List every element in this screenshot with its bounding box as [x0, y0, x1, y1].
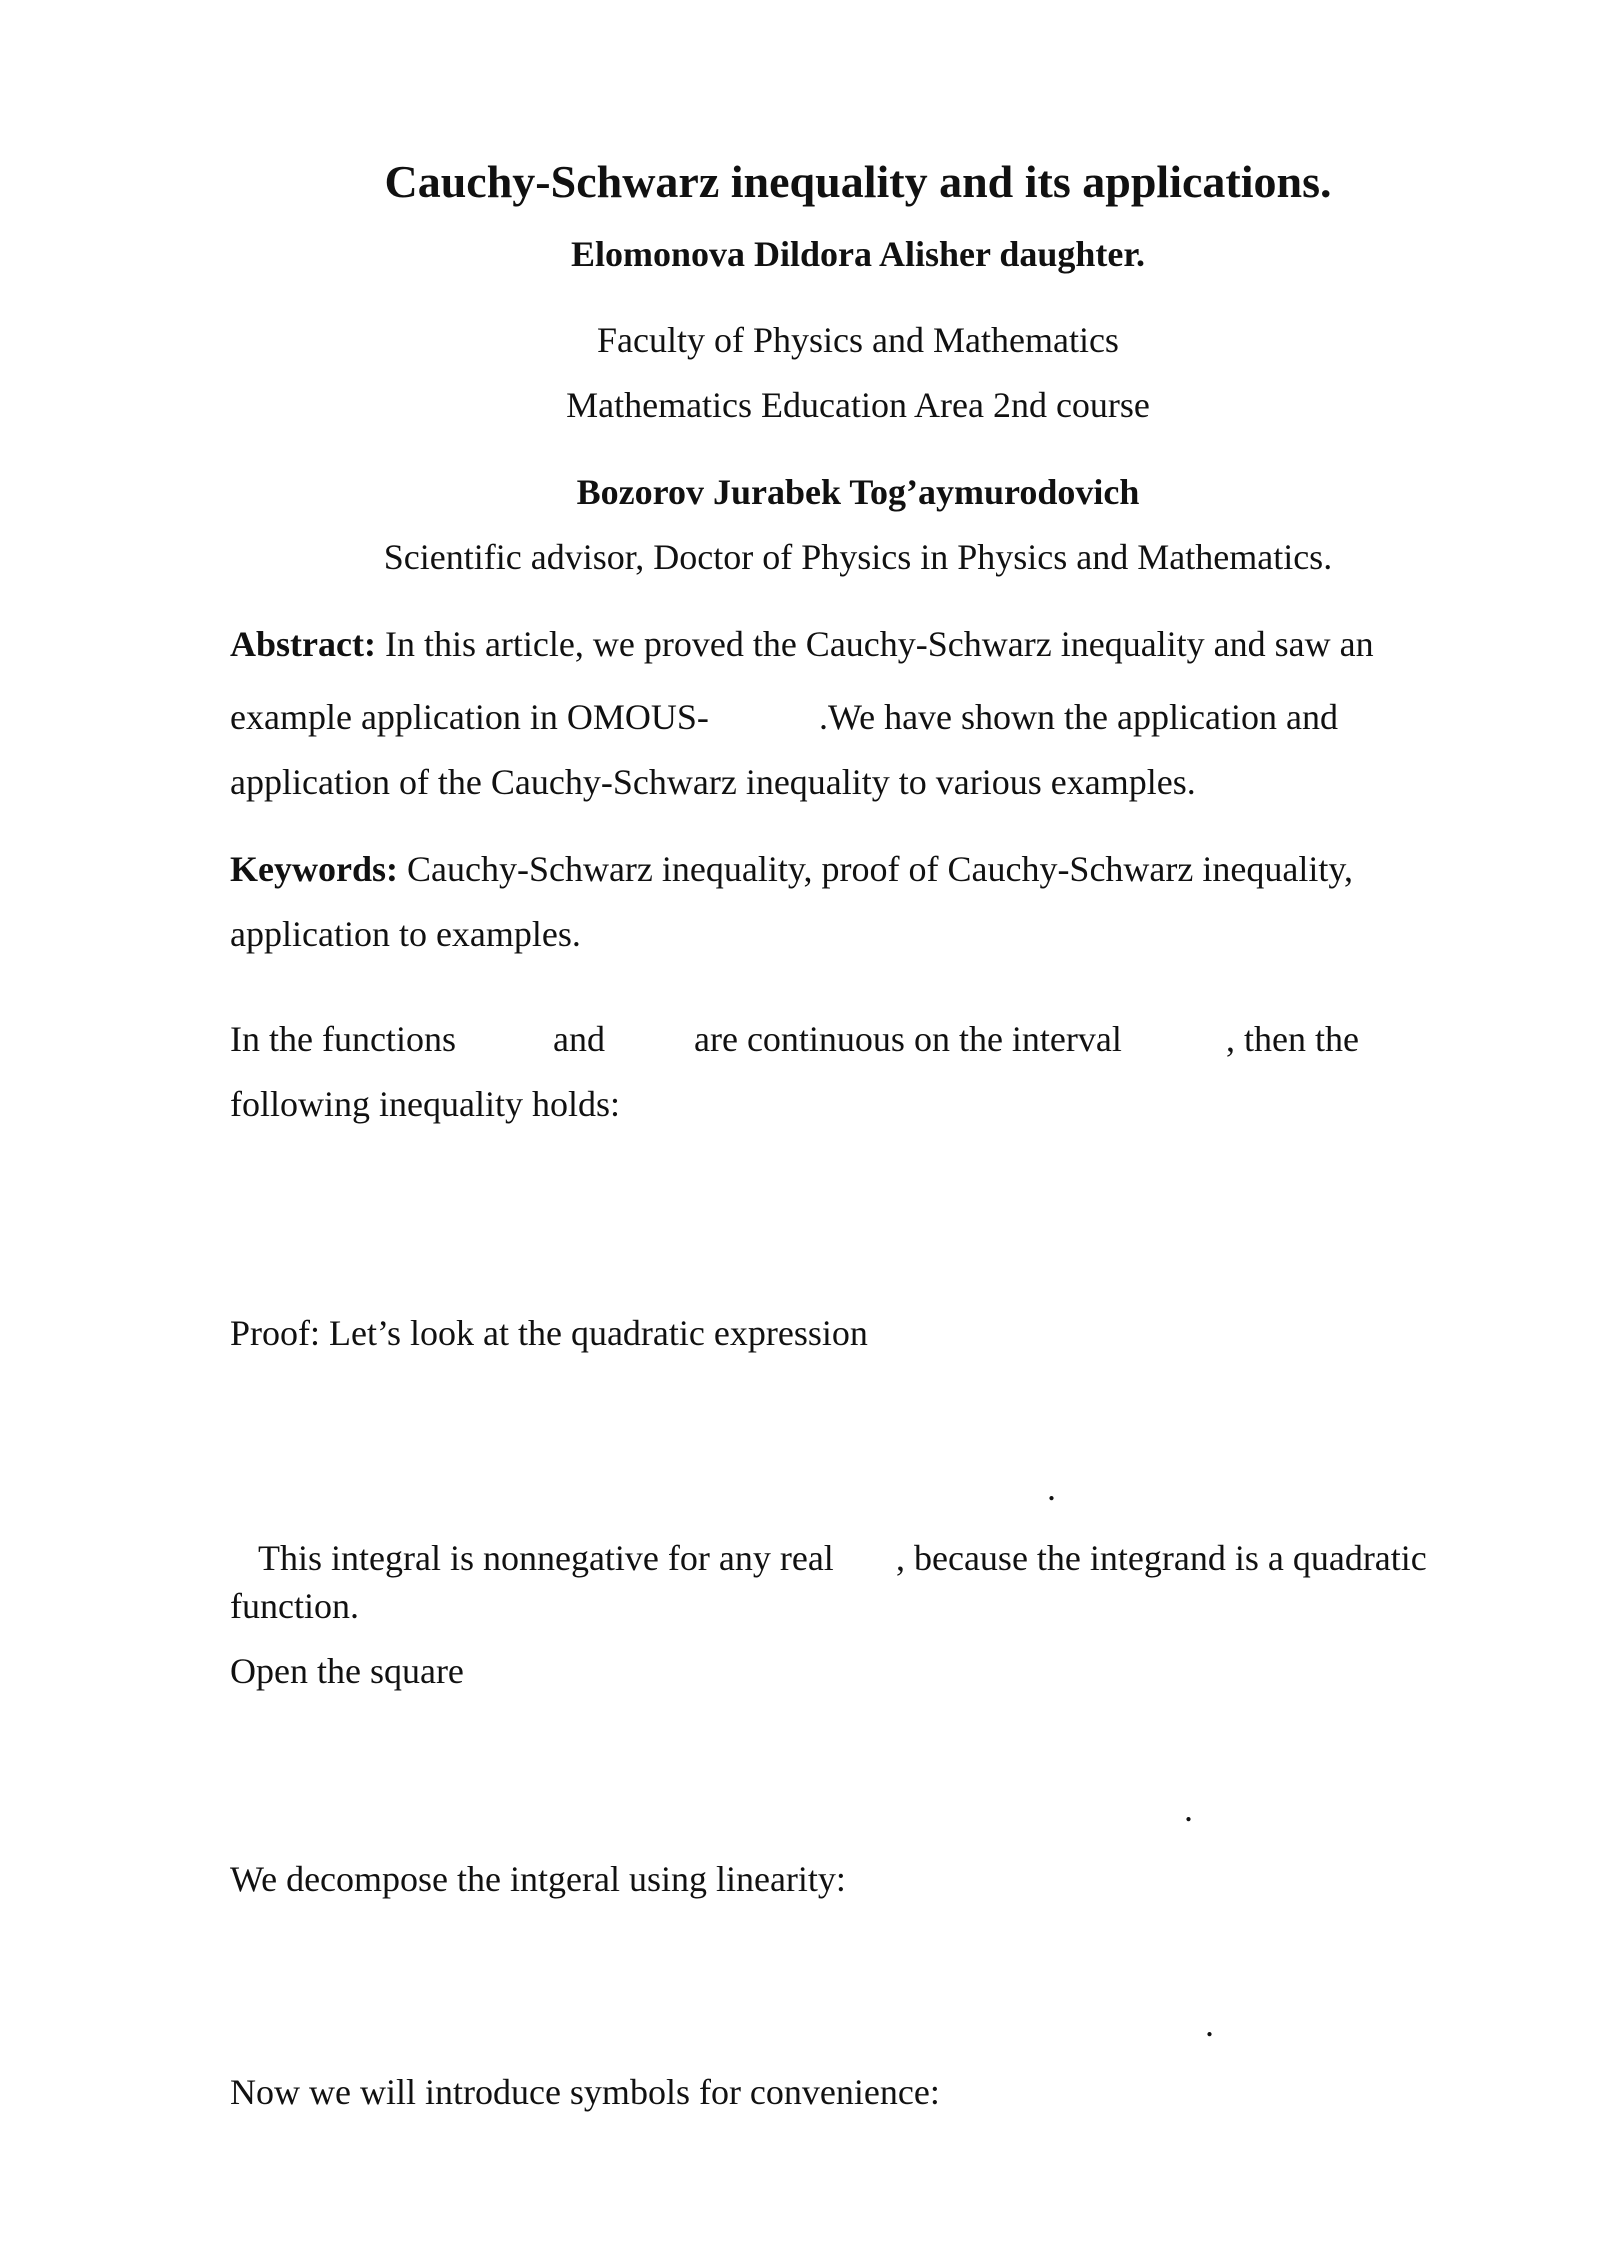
symbols-text: Now we will introduce symbols for convenience: — [230, 2072, 940, 2112]
author-name: Elomonova Dildora Alisher daughter. — [570, 234, 1146, 274]
keywords-line-2: application to examples. — [230, 914, 581, 954]
keywords-label: Keywords: — [230, 849, 398, 889]
theorem-part-4: , then the — [1226, 1019, 1359, 1059]
nonnegative-text-c: function. — [230, 1586, 359, 1626]
abstract-line-2b: .We have shown the application and — [819, 697, 1338, 737]
keywords-line-1 — [230, 845, 1353, 893]
decompose-text: We decompose the intgeral using linearity: — [230, 1859, 846, 1899]
abstract-label: Abstract: — [230, 624, 376, 664]
paper-title: Cauchy-Schwarz inequality and its applications. — [384, 156, 1332, 207]
abstract-line-3: application of the Cauchy-Schwarz inequality to various examples. — [230, 762, 1196, 802]
formula-end-dot-2: . — [1184, 1789, 1193, 1829]
affiliation-course: Mathematics Education Area 2nd course — [566, 385, 1150, 425]
theorem-part-3: are continuous on the interval — [694, 1019, 1122, 1059]
proof-intro: Proof: Let’s look at the quadratic expression — [230, 1313, 868, 1353]
abstract-line-1 — [230, 620, 1374, 668]
nonnegative-text-a: This integral is nonnegative for any real — [258, 1538, 834, 1578]
keywords-text-1: Cauchy-Schwarz inequality, proof of Cauchy-Schwarz inequality, — [397, 849, 1354, 889]
advisor-name: Bozorov Jurabek Tog’aymurodovich — [576, 472, 1140, 512]
abstract-line-2a: example application in OMOUS- — [230, 697, 709, 737]
advisor-role: Scientific advisor, Doctor of Physics in Physics and Mathematics. — [383, 537, 1333, 577]
abstract-text-1: In this article, we proved the Cauchy-Schwarz inequality and saw an — [375, 624, 1374, 664]
formula-end-dot-3: . — [1205, 2004, 1214, 2044]
nonnegative-text-b: , because the integrand is a quadratic — [896, 1538, 1427, 1578]
theorem-part-1: In the functions — [230, 1019, 456, 1059]
affiliation-faculty: Faculty of Physics and Mathematics — [597, 320, 1119, 360]
theorem-part-2: and — [553, 1019, 605, 1059]
formula-end-dot-1: . — [1047, 1468, 1056, 1508]
theorem-line-2: following inequality holds: — [230, 1084, 620, 1124]
open-square-text: Open the square — [230, 1651, 464, 1691]
